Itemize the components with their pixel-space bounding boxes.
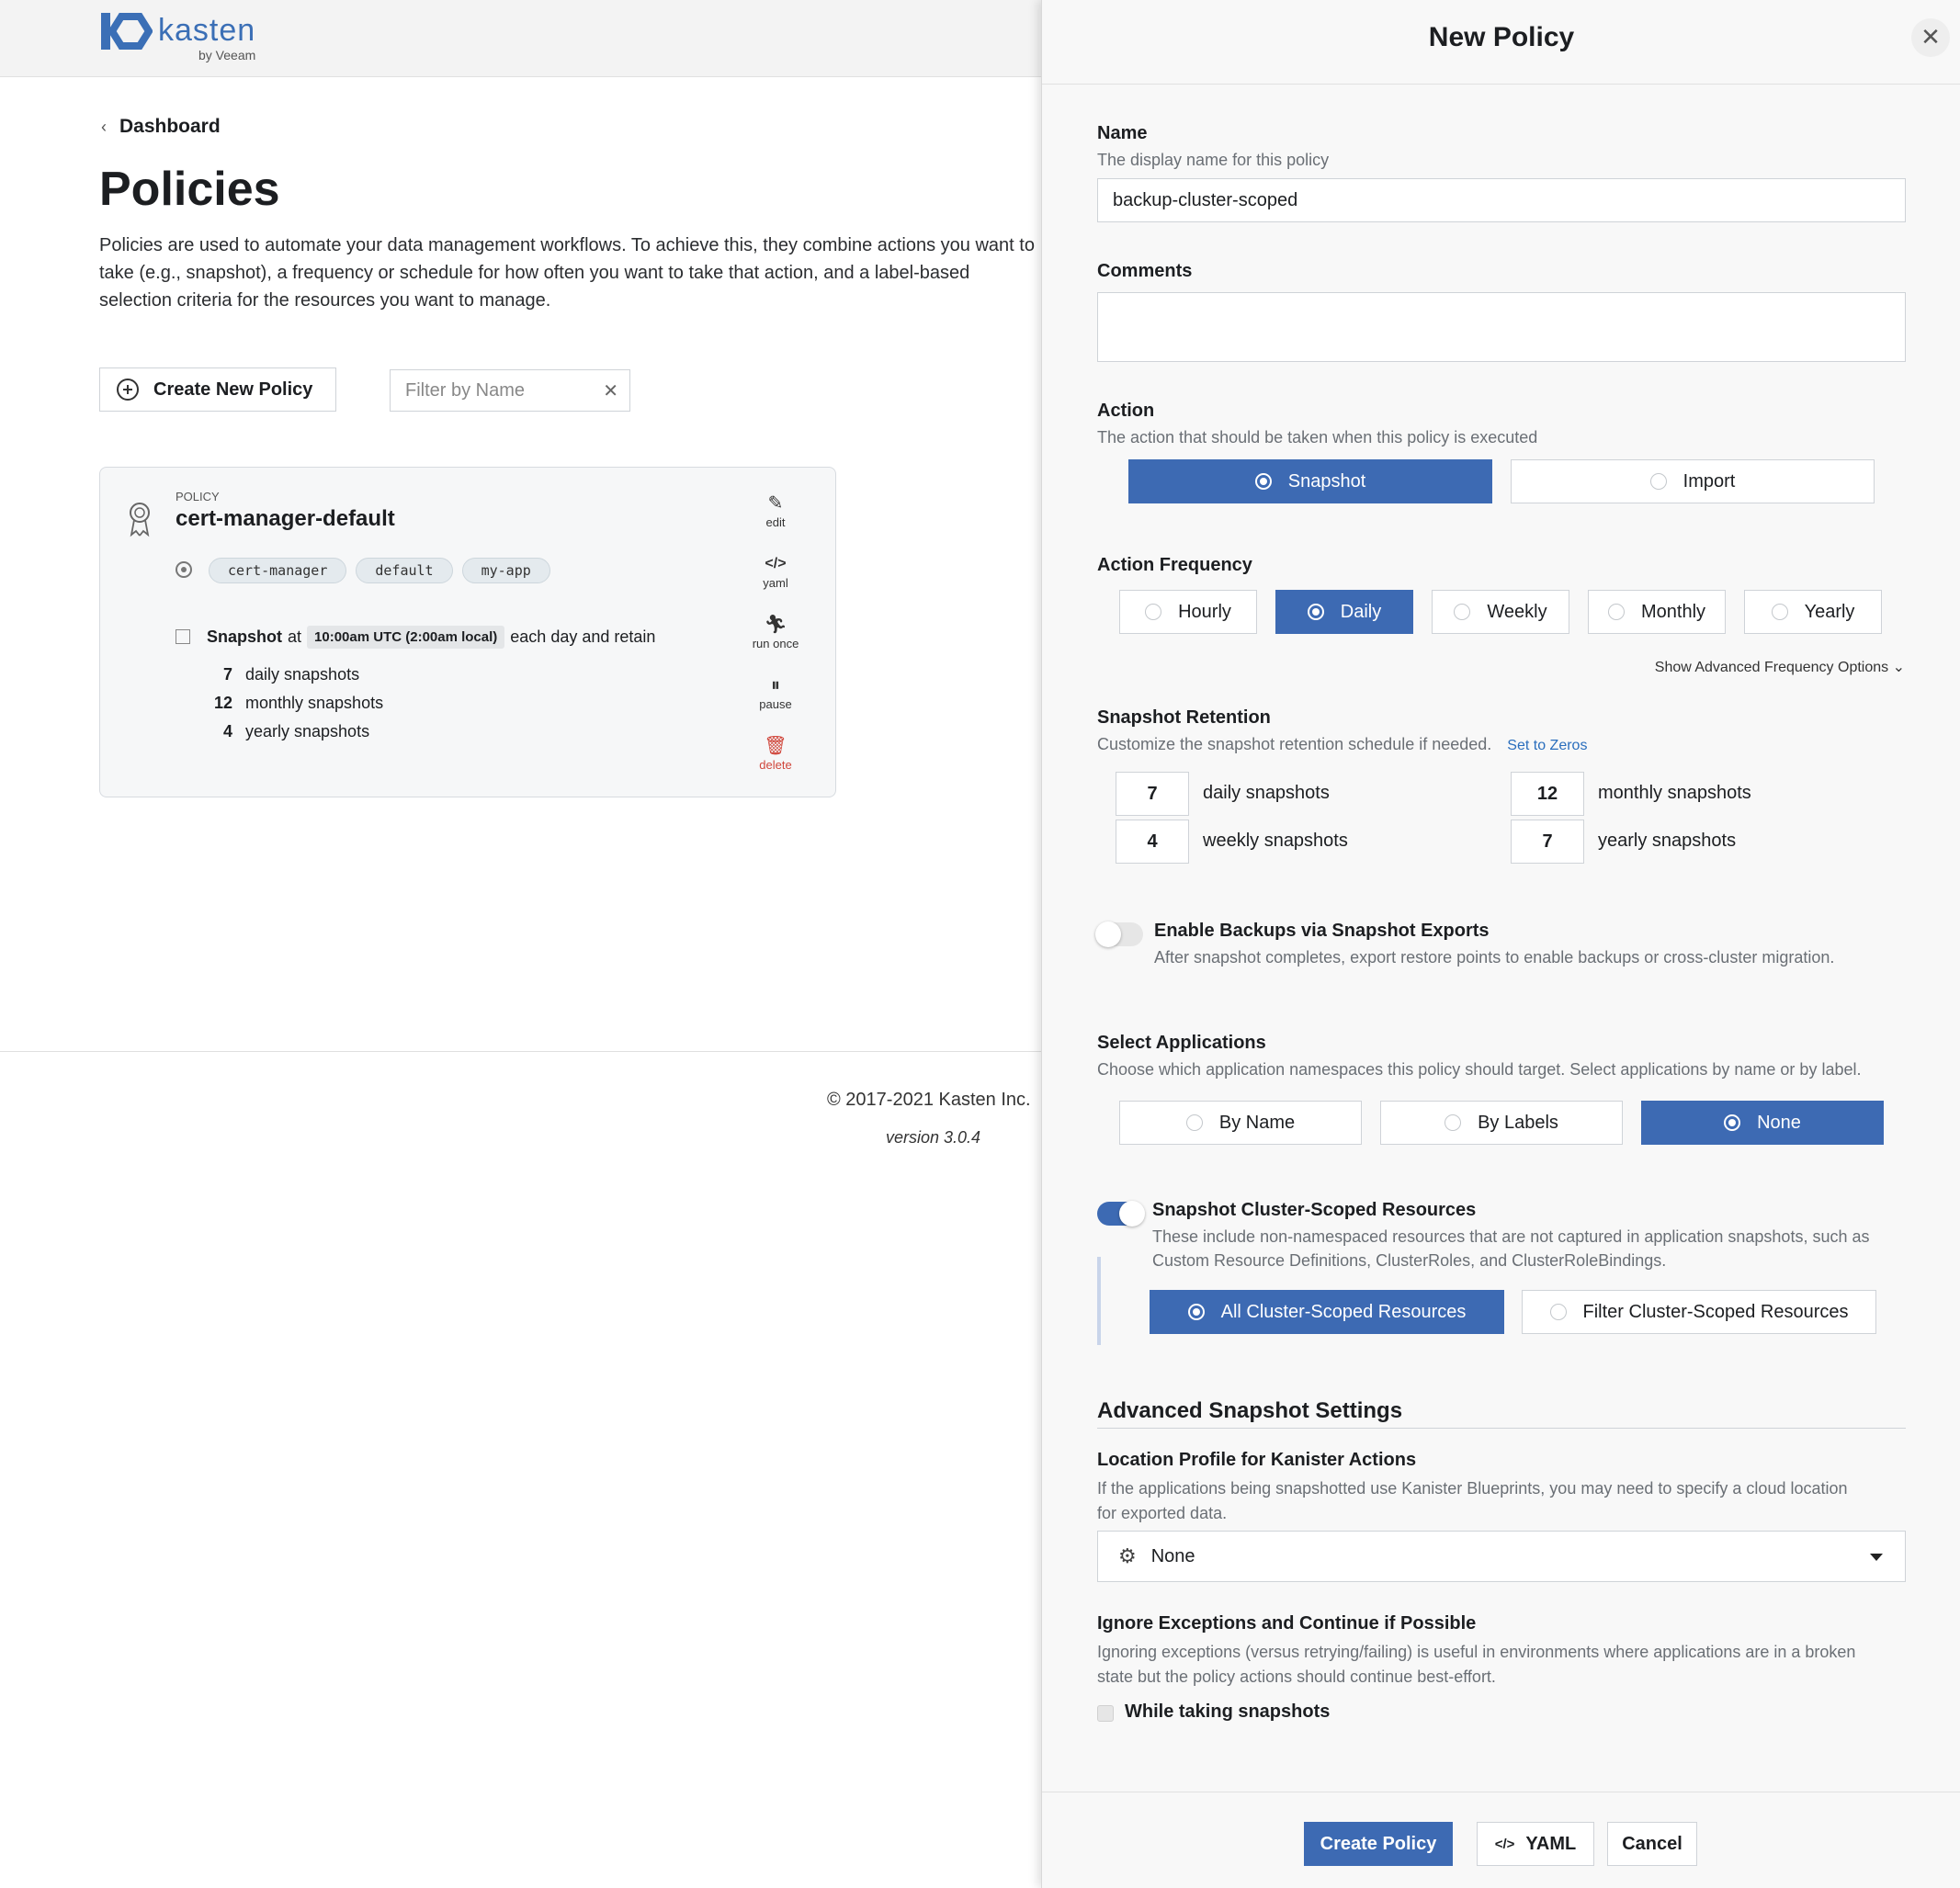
- frequency-daily-option[interactable]: [1275, 590, 1413, 634]
- breadcrumb[interactable]: [101, 116, 221, 138]
- list-item: [207, 689, 383, 718]
- frequency-option-label: Daily: [1340, 601, 1382, 622]
- weekly-retention-label: weekly snapshots: [1203, 831, 1348, 851]
- all-cluster-scoped-option[interactable]: [1150, 1290, 1504, 1334]
- chevron-down-icon: ⌄: [1892, 660, 1905, 675]
- location-profile-hint-2: for exported data.: [1097, 1504, 1228, 1522]
- panel-title: New Policy: [1428, 22, 1575, 52]
- apps-option-label: None: [1757, 1112, 1801, 1133]
- retention-count: 7: [222, 665, 232, 684]
- cluster-scoped-toggle[interactable]: [1097, 1202, 1143, 1226]
- name-label: Name: [1097, 123, 1148, 143]
- page-title: Policies: [99, 163, 280, 216]
- kasten-logo[interactable]: [99, 7, 274, 64]
- exports-toggle[interactable]: [1097, 922, 1143, 946]
- radio-icon: [1255, 473, 1272, 490]
- list-item: [207, 718, 383, 746]
- radio-icon: [1772, 604, 1788, 620]
- action-hint: The action that should be taken when this policy is executed: [1097, 428, 1538, 447]
- panel-footer: [1042, 1792, 1960, 1888]
- apps-option-label: By Name: [1218, 1112, 1296, 1133]
- new-policy-panel: [1041, 0, 1960, 1888]
- radio-icon: [1186, 1114, 1203, 1131]
- gear-icon: ⚙: [1118, 1544, 1137, 1567]
- advanced-divider: [1097, 1428, 1906, 1429]
- location-profile-select[interactable]: [1097, 1531, 1906, 1582]
- toggle-knob: [1119, 1201, 1145, 1227]
- action-option-label: Import: [1682, 470, 1736, 492]
- policy-name: cert-manager-default: [176, 506, 395, 531]
- calendar-icon: [176, 629, 190, 644]
- delete-policy-button[interactable]: [759, 734, 791, 782]
- delete-label: delete: [759, 758, 792, 772]
- version: version 3.0.4: [886, 1128, 981, 1147]
- policy-retention-list: [207, 661, 383, 746]
- code-icon: </>: [765, 556, 787, 571]
- advanced-frequency-label: Show Advanced Frequency Options: [1654, 660, 1889, 675]
- brand-sub: by Veeam: [198, 48, 256, 62]
- apps-by-labels-option[interactable]: [1380, 1101, 1623, 1145]
- radio-icon: [1650, 473, 1667, 490]
- cluster-scoped-label: Snapshot Cluster-Scoped Resources: [1152, 1200, 1477, 1220]
- monthly-retention-input[interactable]: 12: [1511, 772, 1584, 816]
- filter-placeholder: Filter by Name: [405, 379, 526, 401]
- trash-icon: 🗑︎: [764, 736, 787, 756]
- code-icon: </>: [1494, 1836, 1515, 1852]
- exports-hint: After snapshot completes, export restore points to enable backups or cross-cluster migration.: [1154, 948, 1835, 967]
- page-description: Policies are used to automate your data management workflows. To achieve this, they combine actions you want to take (e.g., snapshot), a frequency or schedule for how often you want to take that action, and a label-based selection criteria for the resources you want to manage.: [99, 235, 1035, 311]
- weekly-retention-input[interactable]: 4: [1116, 820, 1189, 864]
- filter-cluster-scoped-option[interactable]: [1522, 1290, 1876, 1334]
- frequency-hourly-option[interactable]: [1119, 590, 1257, 634]
- target-icon: [176, 561, 192, 578]
- policy-card: [99, 467, 836, 797]
- kasten-logo-icon: [99, 11, 153, 51]
- namespace-chip: default: [356, 558, 452, 583]
- apps-option-label: By Labels: [1478, 1112, 1558, 1133]
- frequency-label: Action Frequency: [1097, 555, 1252, 575]
- while-taking-snapshots-label[interactable]: While taking snapshots: [1125, 1701, 1331, 1722]
- namespace-chip: my-app: [462, 558, 550, 583]
- yaml-policy-button[interactable]: [763, 552, 787, 600]
- advanced-settings-heading: Advanced Snapshot Settings: [1097, 1398, 1403, 1423]
- select-apps-hint: Choose which application namespaces this policy should target. Select applications by name or by label.: [1097, 1060, 1862, 1079]
- radio-icon: [1188, 1304, 1205, 1320]
- yearly-retention-input[interactable]: 7: [1511, 820, 1584, 864]
- namespace-chip: cert-manager: [209, 558, 346, 583]
- policy-actions: [743, 492, 808, 782]
- comments-textarea[interactable]: [1097, 292, 1906, 362]
- ignore-exceptions-hint-2: state but the policy actions should continue best-effort.: [1097, 1668, 1496, 1686]
- radio-icon: [1454, 604, 1470, 620]
- retention-label: daily snapshots: [245, 665, 360, 684]
- name-hint: The display name for this policy: [1097, 151, 1330, 169]
- daily-retention-input[interactable]: 7: [1116, 772, 1189, 816]
- frequency-yearly-option[interactable]: [1744, 590, 1882, 634]
- advanced-frequency-link[interactable]: [1655, 658, 1905, 676]
- breadcrumb-dashboard[interactable]: Dashboard: [119, 116, 221, 137]
- edit-icon: ✎: [767, 493, 784, 514]
- policy-eyebrow: POLICY: [176, 490, 220, 503]
- retention-count: 4: [222, 722, 232, 741]
- create-policy-button[interactable]: Create Policy: [1304, 1822, 1453, 1866]
- policy-schedule: [207, 626, 655, 649]
- award-ribbon-icon: [126, 501, 153, 537]
- filter-by-name-input[interactable]: [390, 369, 630, 412]
- radio-icon: [1724, 1114, 1740, 1131]
- radio-icon: [1608, 604, 1625, 620]
- footer-divider: [0, 1051, 1041, 1052]
- frequency-monthly-option[interactable]: [1588, 590, 1726, 634]
- location-profile-hint-1: If the applications being snapshotted use Kanister Blueprints, you may need to specify a cloud location: [1097, 1479, 1848, 1498]
- running-icon: 🏃︎: [764, 615, 787, 635]
- edit-policy-button[interactable]: [766, 492, 786, 539]
- retention-hint: [1097, 735, 1587, 754]
- comments-label: Comments: [1097, 261, 1193, 281]
- set-to-zeros-link[interactable]: Set to Zeros: [1507, 738, 1588, 753]
- cluster-scoped-hint-2: Custom Resource Definitions, ClusterRoles, and ClusterRoleBindings.: [1152, 1251, 1667, 1270]
- retention-label: yearly snapshots: [245, 722, 370, 741]
- cluster-scoped-hint-1: These include non-namespaced resources that are not captured in application snapshots, such as: [1152, 1227, 1870, 1246]
- daily-retention-label: daily snapshots: [1203, 783, 1330, 803]
- action-option-label: Snapshot: [1287, 470, 1366, 492]
- exports-label: Enable Backups via Snapshot Exports: [1154, 921, 1490, 941]
- schedule-tail: each day and retain: [510, 627, 656, 646]
- ignore-exceptions-hint-1: Ignoring exceptions (versus retrying/failing) is useful in environments where applications are in a broken: [1097, 1643, 1856, 1661]
- caret-down-icon: [1870, 1554, 1883, 1561]
- retention-hint-text: Customize the snapshot retention schedule if needed.: [1097, 735, 1492, 753]
- retention-label: Snapshot Retention: [1097, 707, 1271, 728]
- create-new-policy-label: Create New Policy: [153, 379, 313, 400]
- list-item: [207, 661, 383, 689]
- policy-name-input[interactable]: [1097, 178, 1906, 222]
- toggle-knob: [1095, 921, 1121, 947]
- frequency-option-label: Hourly: [1178, 601, 1231, 622]
- plus-circle-icon: [117, 379, 139, 401]
- policy-name-value: backup-cluster-scoped: [1113, 189, 1298, 210]
- yaml-button[interactable]: [1477, 1822, 1594, 1866]
- schedule-action: Snapshot: [207, 627, 283, 646]
- run-once-label: run once: [752, 637, 799, 650]
- location-profile-label: Location Profile for Kanister Actions: [1097, 1450, 1417, 1470]
- action-snapshot-option[interactable]: [1128, 459, 1492, 503]
- cancel-button-label: Cancel: [1622, 1833, 1682, 1854]
- frequency-option-label: Monthly: [1640, 601, 1706, 622]
- schedule-at: at: [288, 627, 302, 646]
- chevron-left-icon: ‹: [101, 117, 107, 136]
- edit-label: edit: [765, 515, 786, 529]
- cluster-option-label: Filter Cluster-Scoped Resources: [1582, 1301, 1849, 1322]
- location-profile-value: None: [1150, 1545, 1195, 1566]
- retention-count: 12: [213, 694, 232, 712]
- yaml-label: yaml: [763, 576, 788, 590]
- close-icon[interactable]: ✕: [1911, 18, 1950, 57]
- schedule-time: 10:00am UTC (2:00am local): [307, 626, 504, 649]
- radio-icon: [1308, 604, 1324, 620]
- pause-label: pause: [759, 697, 792, 711]
- action-import-option[interactable]: [1511, 459, 1875, 503]
- brand-name: kasten: [158, 13, 256, 48]
- cluster-option-label: All Cluster-Scoped Resources: [1220, 1301, 1467, 1322]
- while-taking-snapshots-checkbox[interactable]: [1097, 1705, 1114, 1722]
- section-indent-bar: [1097, 1257, 1101, 1345]
- yearly-retention-label: yearly snapshots: [1598, 831, 1737, 851]
- monthly-retention-label: monthly snapshots: [1598, 783, 1751, 803]
- radio-icon: [1445, 1114, 1461, 1131]
- retention-label: monthly snapshots: [245, 694, 384, 712]
- run-once-button[interactable]: [753, 613, 799, 661]
- cancel-button[interactable]: [1607, 1822, 1697, 1866]
- apps-none-option[interactable]: [1641, 1101, 1884, 1145]
- clear-filter-icon[interactable]: ✕: [603, 381, 618, 401]
- frequency-weekly-option[interactable]: [1432, 590, 1569, 634]
- pause-policy-button[interactable]: [759, 673, 791, 721]
- panel-header: [1042, 0, 1960, 85]
- create-new-policy-button[interactable]: [99, 367, 336, 412]
- action-label: Action: [1097, 401, 1155, 421]
- apps-by-name-option[interactable]: [1119, 1101, 1362, 1145]
- frequency-option-label: Yearly: [1804, 601, 1855, 622]
- pause-icon: ⏸︎: [770, 675, 780, 695]
- namespace-chips: [209, 558, 550, 583]
- copyright: © 2017-2021 Kasten Inc.: [827, 1090, 1031, 1110]
- frequency-option-label: Weekly: [1487, 601, 1547, 622]
- radio-icon: [1550, 1304, 1567, 1320]
- radio-icon: [1145, 604, 1161, 620]
- select-apps-label: Select Applications: [1097, 1033, 1266, 1053]
- yaml-button-label: YAML: [1525, 1833, 1577, 1854]
- top-bar: [0, 0, 1041, 77]
- ignore-exceptions-label: Ignore Exceptions and Continue if Possible: [1097, 1613, 1477, 1634]
